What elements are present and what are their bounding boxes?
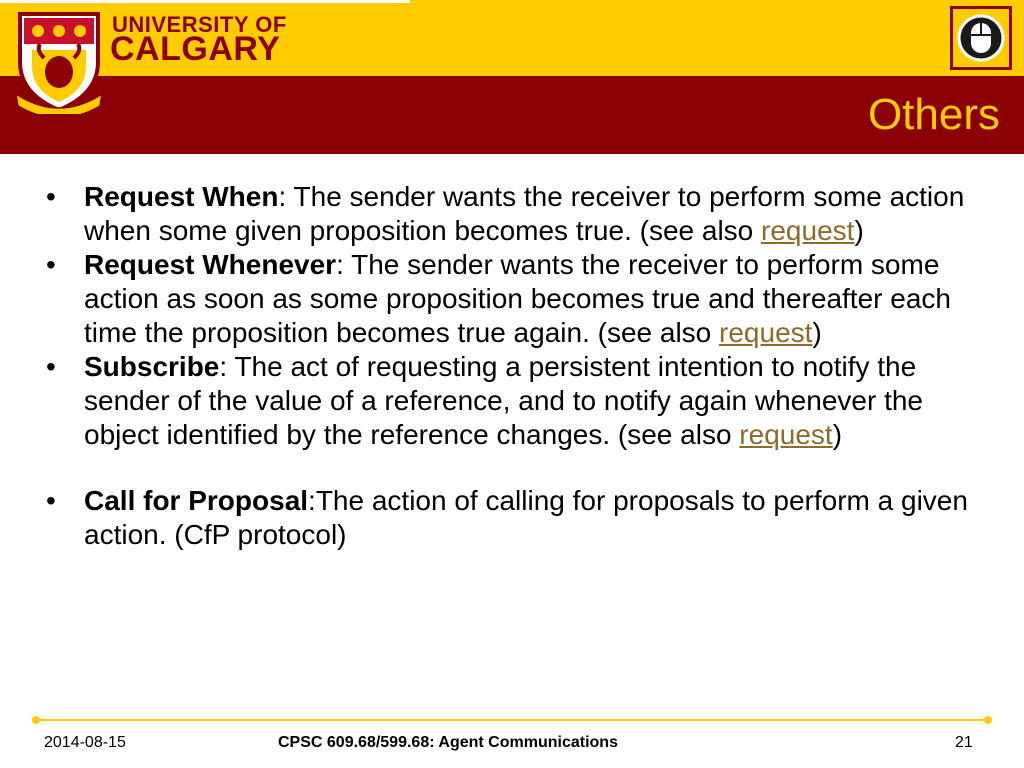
footer-page-number: 21: [955, 734, 973, 751]
bullet-text: The sender wants the receiver to perform some action as soon as some proposition becomes true and thereafter each time the proposition becomes true again. (see also: [84, 249, 951, 348]
bullet-request-whenever: [40, 248, 990, 350]
bullet-dot: •: [46, 485, 56, 516]
request-link[interactable]: request: [719, 317, 813, 348]
bullet-sep: :: [219, 351, 228, 382]
request-link[interactable]: request: [761, 215, 855, 246]
footer-date: 2014-08-15: [44, 734, 126, 751]
bullet-list: [40, 180, 990, 552]
bullet-tail: ): [812, 317, 822, 348]
footer-divider: [30, 712, 994, 728]
bullet-spacer: [40, 452, 990, 484]
bullet-tail: ): [832, 419, 843, 450]
bullet-subscribe: [40, 350, 990, 452]
university-name-line2: CALGARY: [110, 30, 281, 68]
slide-title: Others: [867, 90, 1000, 139]
university-logo: [4, 4, 287, 114]
bullet-sep: :: [308, 485, 316, 516]
crest-icon: [14, 10, 104, 114]
university-name-line1: UNIVERSITY OF: [112, 12, 287, 37]
bullet-dot: •: [46, 351, 56, 382]
bullet-text: The sender wants the receiver to perform some action when some given proposition becomes true. (see also: [84, 181, 965, 246]
request-link[interactable]: request: [739, 419, 833, 450]
bullet-sep: :: [278, 181, 287, 212]
bullet-dot: •: [46, 181, 56, 212]
bullet-term: Request When: [84, 181, 279, 212]
footer-course-title: CPSC 609.68/599.68: Agent Communications: [278, 734, 618, 751]
mouse-logo: [950, 6, 1012, 70]
bullet-term: Subscribe: [84, 351, 220, 382]
bullet-term: Request Whenever: [84, 249, 337, 280]
bullet-text: The action of calling for proposals to perform a given action. (CfP protocol): [84, 485, 968, 550]
mouse-icon: [953, 9, 1009, 67]
bullet-sep: :: [336, 249, 344, 280]
bullet-request-when: [40, 180, 990, 248]
header-white-strip: [0, 0, 410, 3]
bullet-text: The act of requesting a persistent intention to notify the sender of the value of a reference, and to notify again whenever the object identified by the reference changes. (see also: [84, 351, 924, 450]
bullet-call-for-proposal: [40, 484, 990, 552]
bullet-term: Call for Proposal: [84, 485, 309, 516]
bullet-tail: ): [854, 215, 864, 246]
bullet-dot: •: [46, 249, 56, 280]
